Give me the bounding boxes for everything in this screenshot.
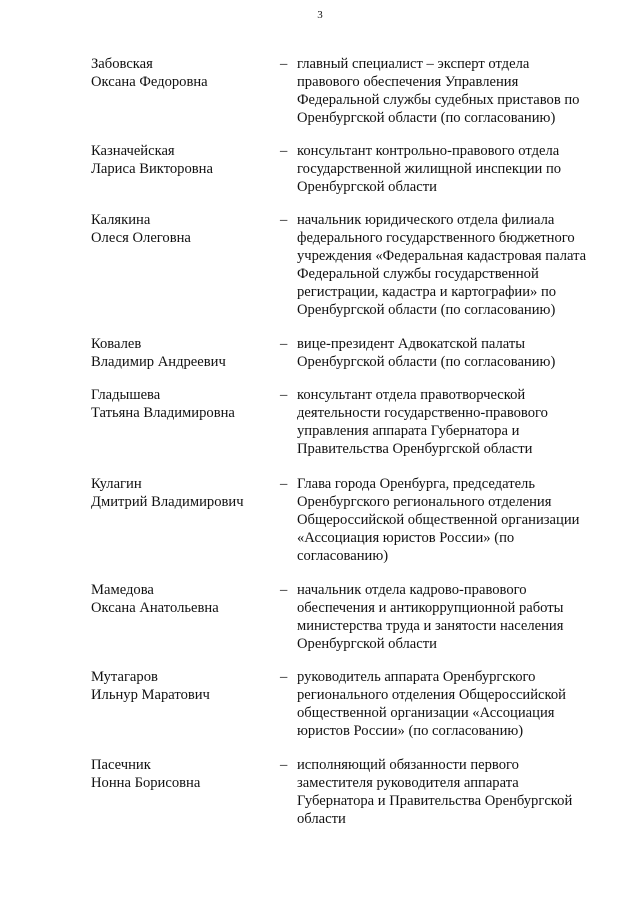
- member-name: [91, 55, 276, 91]
- member-name: [91, 386, 276, 422]
- member-given-names: Оксана Анатольевна: [91, 600, 219, 616]
- position-line: Оренбургской области (по согласованию): [297, 354, 556, 370]
- member-name: [91, 475, 276, 511]
- position-line: консультант отдела правотворческой: [297, 387, 526, 403]
- dash-separator: –: [280, 336, 288, 352]
- position-line: Оренбургской области: [297, 179, 437, 195]
- position-line: исполняющий обязанности первого: [297, 757, 519, 773]
- position-line: руководитель аппарата Оренбургского: [297, 669, 536, 685]
- member-given-names: Лариса Викторовна: [91, 161, 213, 177]
- member-given-names: Нонна Борисовна: [91, 775, 201, 791]
- position-line: Федеральной службы государственной: [297, 266, 539, 282]
- member-given-names: Ильнур Маратович: [91, 687, 210, 703]
- member-surname: Гладышева: [91, 387, 161, 403]
- position-line: Оренбургской области (по согласованию): [297, 302, 556, 318]
- position-line: согласованию): [297, 548, 389, 564]
- member-position: [297, 475, 597, 565]
- member-position: [297, 211, 597, 319]
- position-line: Губернатора и Правительства Оренбургской: [297, 793, 573, 809]
- dash-separator: –: [280, 56, 288, 72]
- position-line: Оренбургского регионального отделения: [297, 494, 552, 510]
- member-position: [297, 756, 597, 828]
- member-given-names: Оксана Федоровна: [91, 74, 208, 90]
- position-line: регионального отделения Общероссийской: [297, 687, 566, 703]
- position-line: главный специалист – эксперт отдела: [297, 56, 530, 72]
- dash-separator: –: [280, 212, 288, 228]
- member-name: [91, 756, 276, 792]
- member-name: [91, 668, 276, 704]
- member-surname: Мамедова: [91, 582, 154, 598]
- member-given-names: Дмитрий Владимирович: [91, 494, 244, 510]
- member-given-names: Татьяна Владимировна: [91, 405, 235, 421]
- position-line: деятельности государственно-правового: [297, 405, 548, 421]
- member-position: [297, 386, 597, 458]
- position-line: заместителя руководителя аппарата: [297, 775, 519, 791]
- position-line: начальник отдела кадрово-правового: [297, 582, 527, 598]
- position-line: обеспечения и антикоррупционной работы: [297, 600, 564, 616]
- member-name: [91, 335, 276, 371]
- member-surname: Забовская: [91, 56, 153, 72]
- member-name: [91, 581, 276, 617]
- member-position: [297, 142, 597, 196]
- position-line: федерального государственного бюджетного: [297, 230, 575, 246]
- position-line: «Ассоциация юристов России» (по: [297, 530, 515, 546]
- dash-separator: –: [280, 143, 288, 159]
- member-name: [91, 142, 276, 178]
- member-surname: Калякина: [91, 212, 151, 228]
- dash-separator: –: [280, 476, 288, 492]
- dash-separator: –: [280, 669, 288, 685]
- member-surname: Казначейская: [91, 143, 175, 159]
- position-line: Федеральной службы судебных приставов по: [297, 92, 580, 108]
- member-given-names: Владимир Андреевич: [91, 354, 226, 370]
- position-line: общественной организации «Ассоциация: [297, 705, 555, 721]
- dash-separator: –: [280, 387, 288, 403]
- member-given-names: Олеся Олеговна: [91, 230, 191, 246]
- position-line: консультант контрольно-правового отдела: [297, 143, 560, 159]
- member-surname: Ковалев: [91, 336, 142, 352]
- member-position: [297, 668, 597, 740]
- dash-separator: –: [280, 582, 288, 598]
- position-line: начальник юридического отдела филиала: [297, 212, 555, 228]
- position-line: правового обеспечения Управления: [297, 74, 519, 90]
- member-name: [91, 211, 276, 247]
- position-line: области: [297, 811, 346, 827]
- position-line: Оренбургской области (по согласованию): [297, 110, 556, 126]
- position-line: министерства труда и занятости населения: [297, 618, 564, 634]
- position-line: Правительства Оренбургской области: [297, 441, 533, 457]
- position-line: Оренбургской области: [297, 636, 437, 652]
- position-line: Общероссийской общественной организации: [297, 512, 580, 528]
- member-surname: Пасечник: [91, 757, 151, 773]
- position-line: государственной жилищной инспекции по: [297, 161, 562, 177]
- member-surname: Кулагин: [91, 476, 142, 492]
- position-line: юристов России» (по согласованию): [297, 723, 524, 739]
- member-surname: Мутагаров: [91, 669, 158, 685]
- member-position: [297, 55, 597, 127]
- position-line: вице-президент Адвокатской палаты: [297, 336, 526, 352]
- member-position: [297, 335, 597, 371]
- position-line: учреждения «Федеральная кадастровая палата: [297, 248, 587, 264]
- position-line: управления аппарата Губернатора и: [297, 423, 520, 439]
- member-position: [297, 581, 597, 653]
- position-line: Глава города Оренбурга, председатель: [297, 476, 535, 492]
- page-number: 3: [317, 9, 323, 21]
- dash-separator: –: [280, 757, 288, 773]
- position-line: регистрации, кадастра и картографии» по: [297, 284, 557, 300]
